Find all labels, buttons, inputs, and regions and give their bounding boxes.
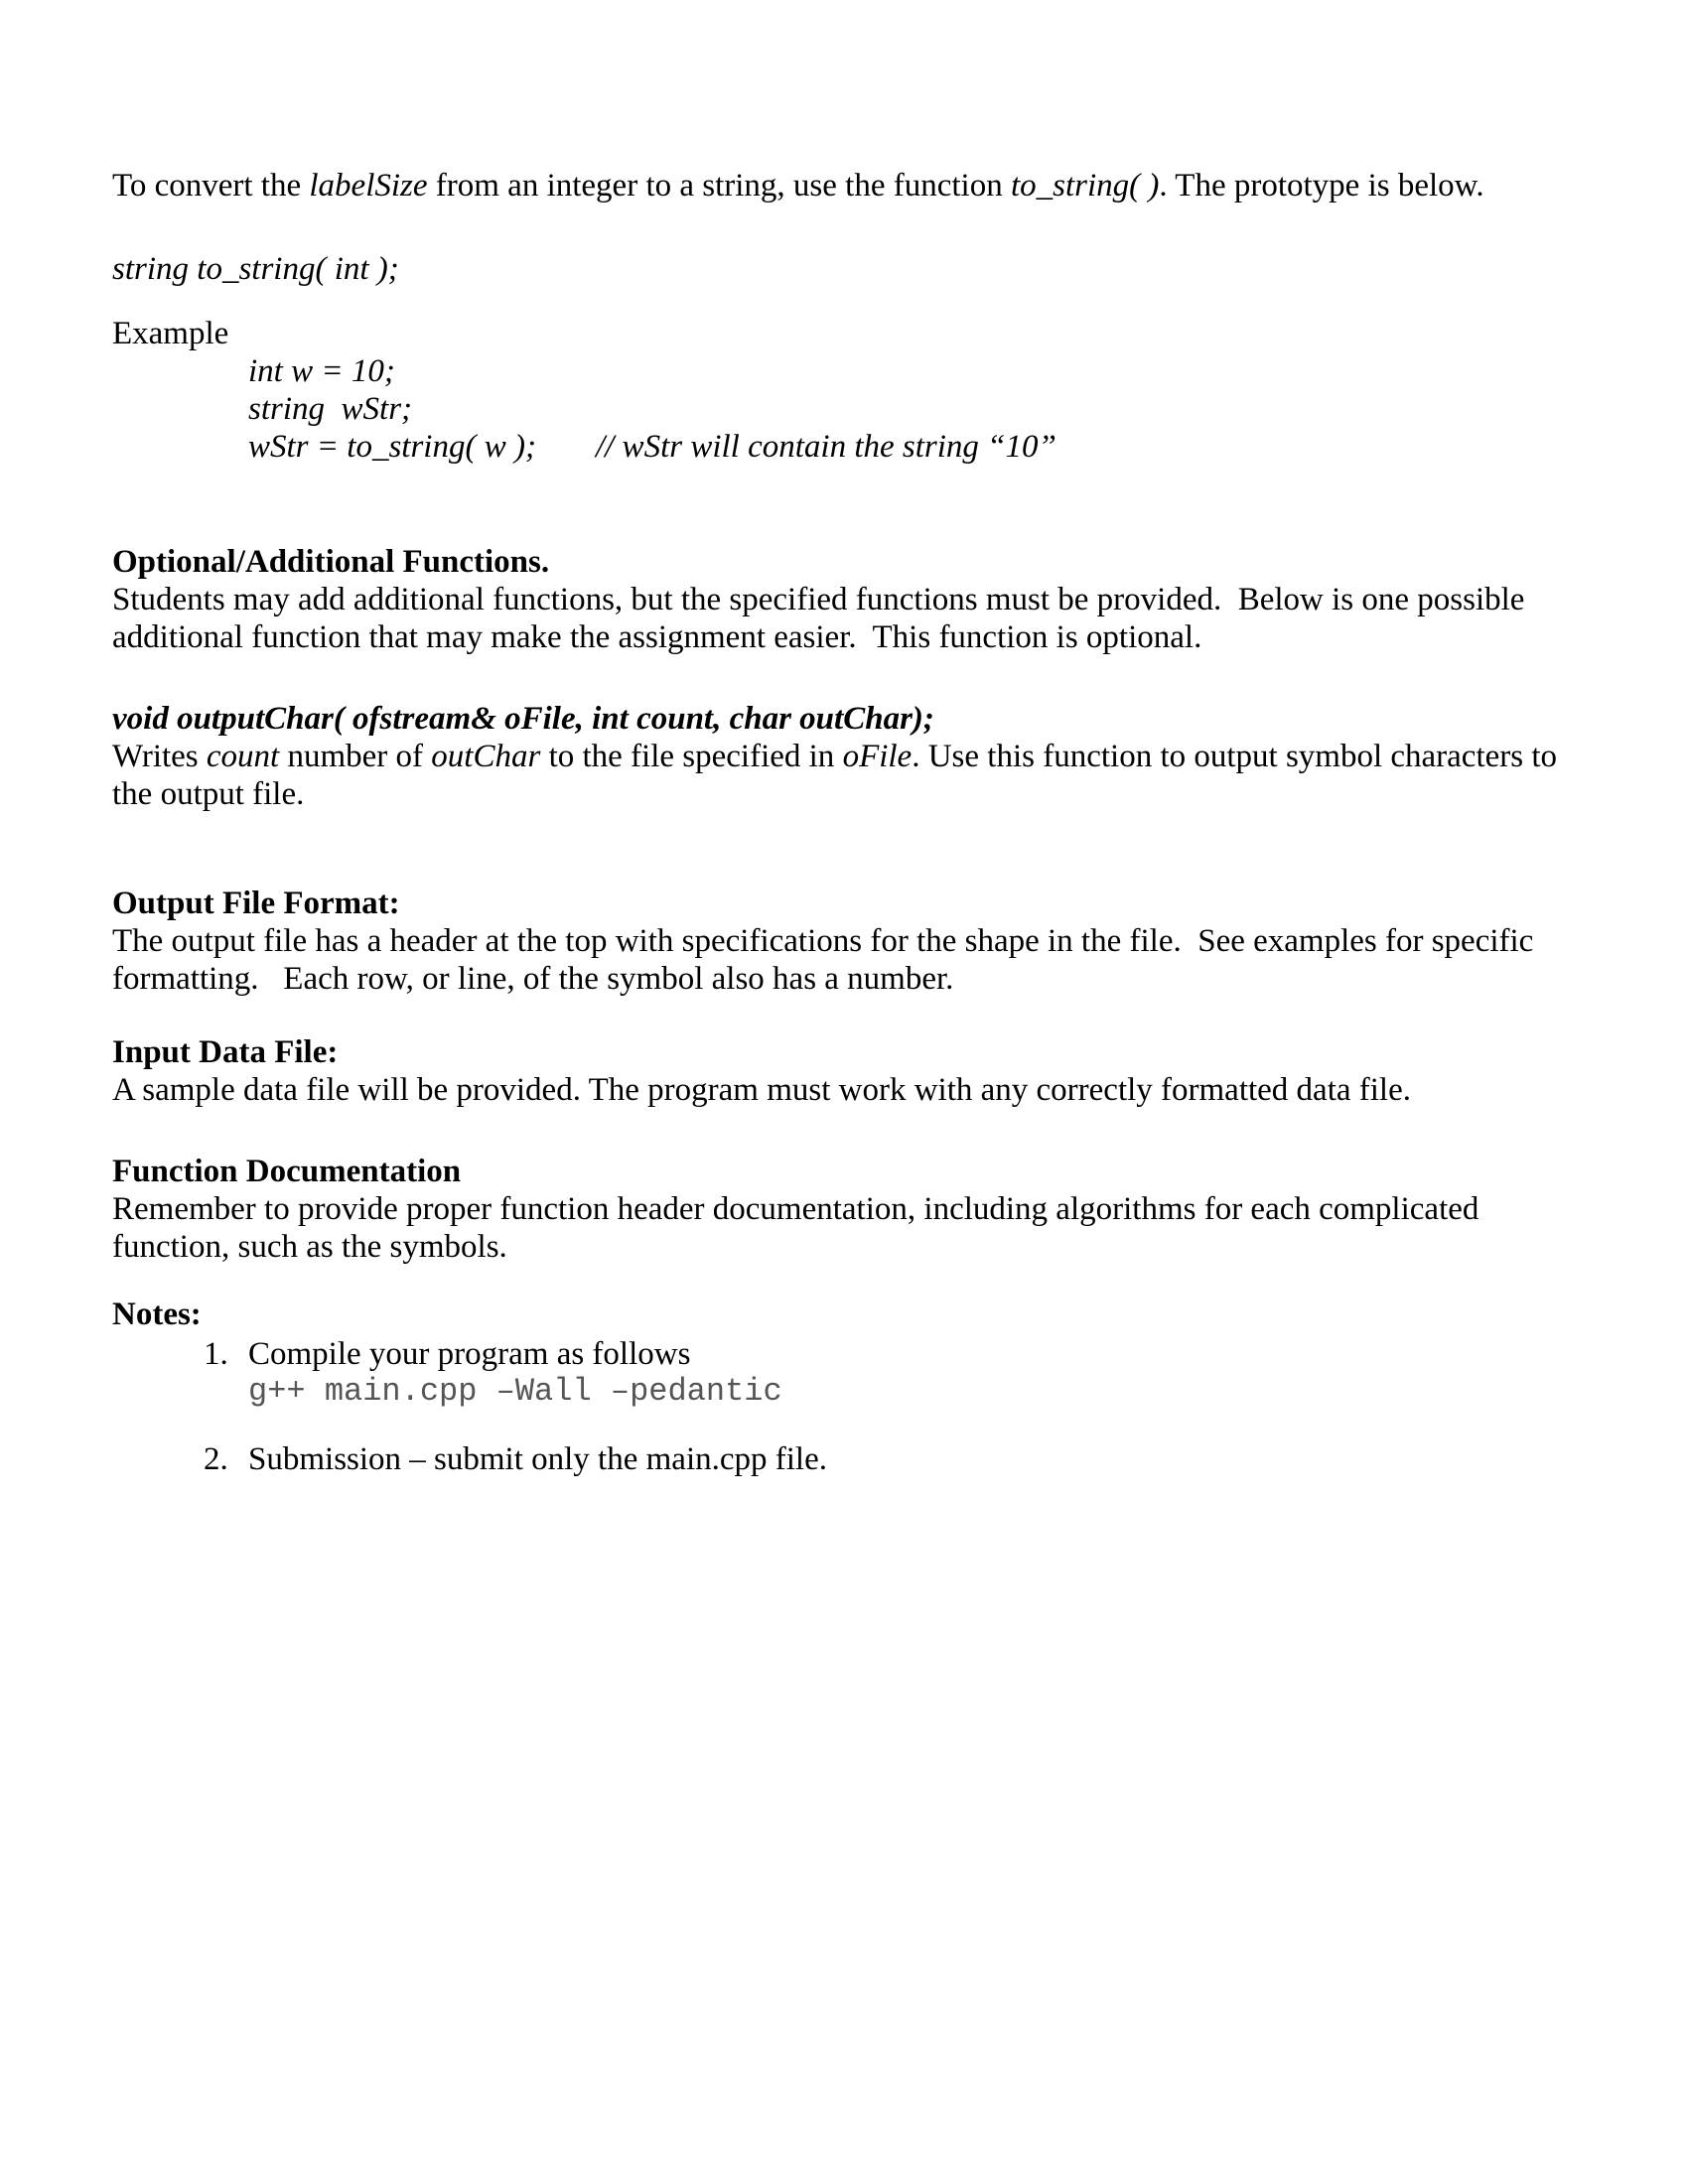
notes-item-1-number: 1. <box>204 1336 228 1372</box>
notes-item-1-compile-command: g++ main.cpp –Wall –pedantic <box>248 1373 782 1410</box>
example-label: Example <box>112 316 229 351</box>
heading-input-data-file: Input Data File: <box>112 1034 339 1070</box>
outputchar-term-outchar: outChar <box>431 739 541 774</box>
optional-functions-body: Students may add additional functions, but the specified functions must be provided. Below is one possible additional function that may make the assignment easier. This function is optional. <box>112 582 1533 655</box>
outputchar-desc-mid1: number of <box>279 739 432 774</box>
heading-output-file-format: Output File Format: <box>112 886 400 921</box>
intro-term-tostring: to_string( ) <box>1010 168 1160 204</box>
outputchar-term-ofile: oFile <box>842 739 913 774</box>
notes-item-1 <box>112 1335 1576 1411</box>
outputchar-desc-mid2: to the file specified in <box>540 739 843 774</box>
notes-item-1-text: Compile your program as follows <box>248 1336 691 1372</box>
notes-item-2-number: 2. <box>204 1441 228 1477</box>
outputchar-desc-pre: Writes <box>112 739 207 774</box>
example-line-2: string wStr; <box>248 391 413 427</box>
intro-text-mid: from an integer to a string, use the function <box>427 168 1011 204</box>
outputchar-term-count: count <box>206 739 280 774</box>
function-documentation-body: Remember to provide proper function header documentation, including algorithms for each complicated function, such as the symbols. <box>112 1191 1487 1265</box>
example-code-block <box>112 352 1576 466</box>
example-line-3-code: wStr = to_string( w ); <box>248 429 536 465</box>
intro-text-post: . The prototype is below. <box>1159 168 1484 204</box>
notes-item-2-body <box>248 1440 1576 1478</box>
notes-item-2 <box>112 1440 1576 1478</box>
output-file-format-body: The output file has a header at the top with specifications for the shape in the file. See examples for specific formatting. Each row, or line, of the symbol also has a number. <box>112 923 1542 997</box>
outputchar-signature: void outputChar( ofstream& oFile, int count, char outChar); <box>112 701 934 737</box>
intro-text-pre: To convert the <box>112 168 310 204</box>
input-data-file-body: A sample data file will be provided. The program must work with any correctly formatted data file. <box>112 1072 1411 1108</box>
example-line-1: int w = 10; <box>248 353 395 389</box>
intro-paragraph <box>112 167 1576 205</box>
example-line-3 <box>248 428 1576 466</box>
heading-notes: Notes: <box>112 1297 202 1332</box>
heading-function-documentation: Function Documentation <box>112 1154 462 1189</box>
outputchar-desc-post: . Use this function to output symbol characters to the output file. <box>112 739 1566 812</box>
notes-item-1-body <box>248 1335 1576 1411</box>
heading-optional-functions: Optional/Additional Functions. <box>112 544 550 580</box>
function-prototype: string to_string( int ); <box>112 251 399 287</box>
intro-term-labelsize: labelSize <box>309 168 428 204</box>
outputchar-description <box>112 738 1576 813</box>
example-line-3-comment: // wStr will contain the string “10” <box>595 429 1056 465</box>
notes-item-2-text: Submission – submit only the main.cpp file. <box>248 1441 827 1477</box>
